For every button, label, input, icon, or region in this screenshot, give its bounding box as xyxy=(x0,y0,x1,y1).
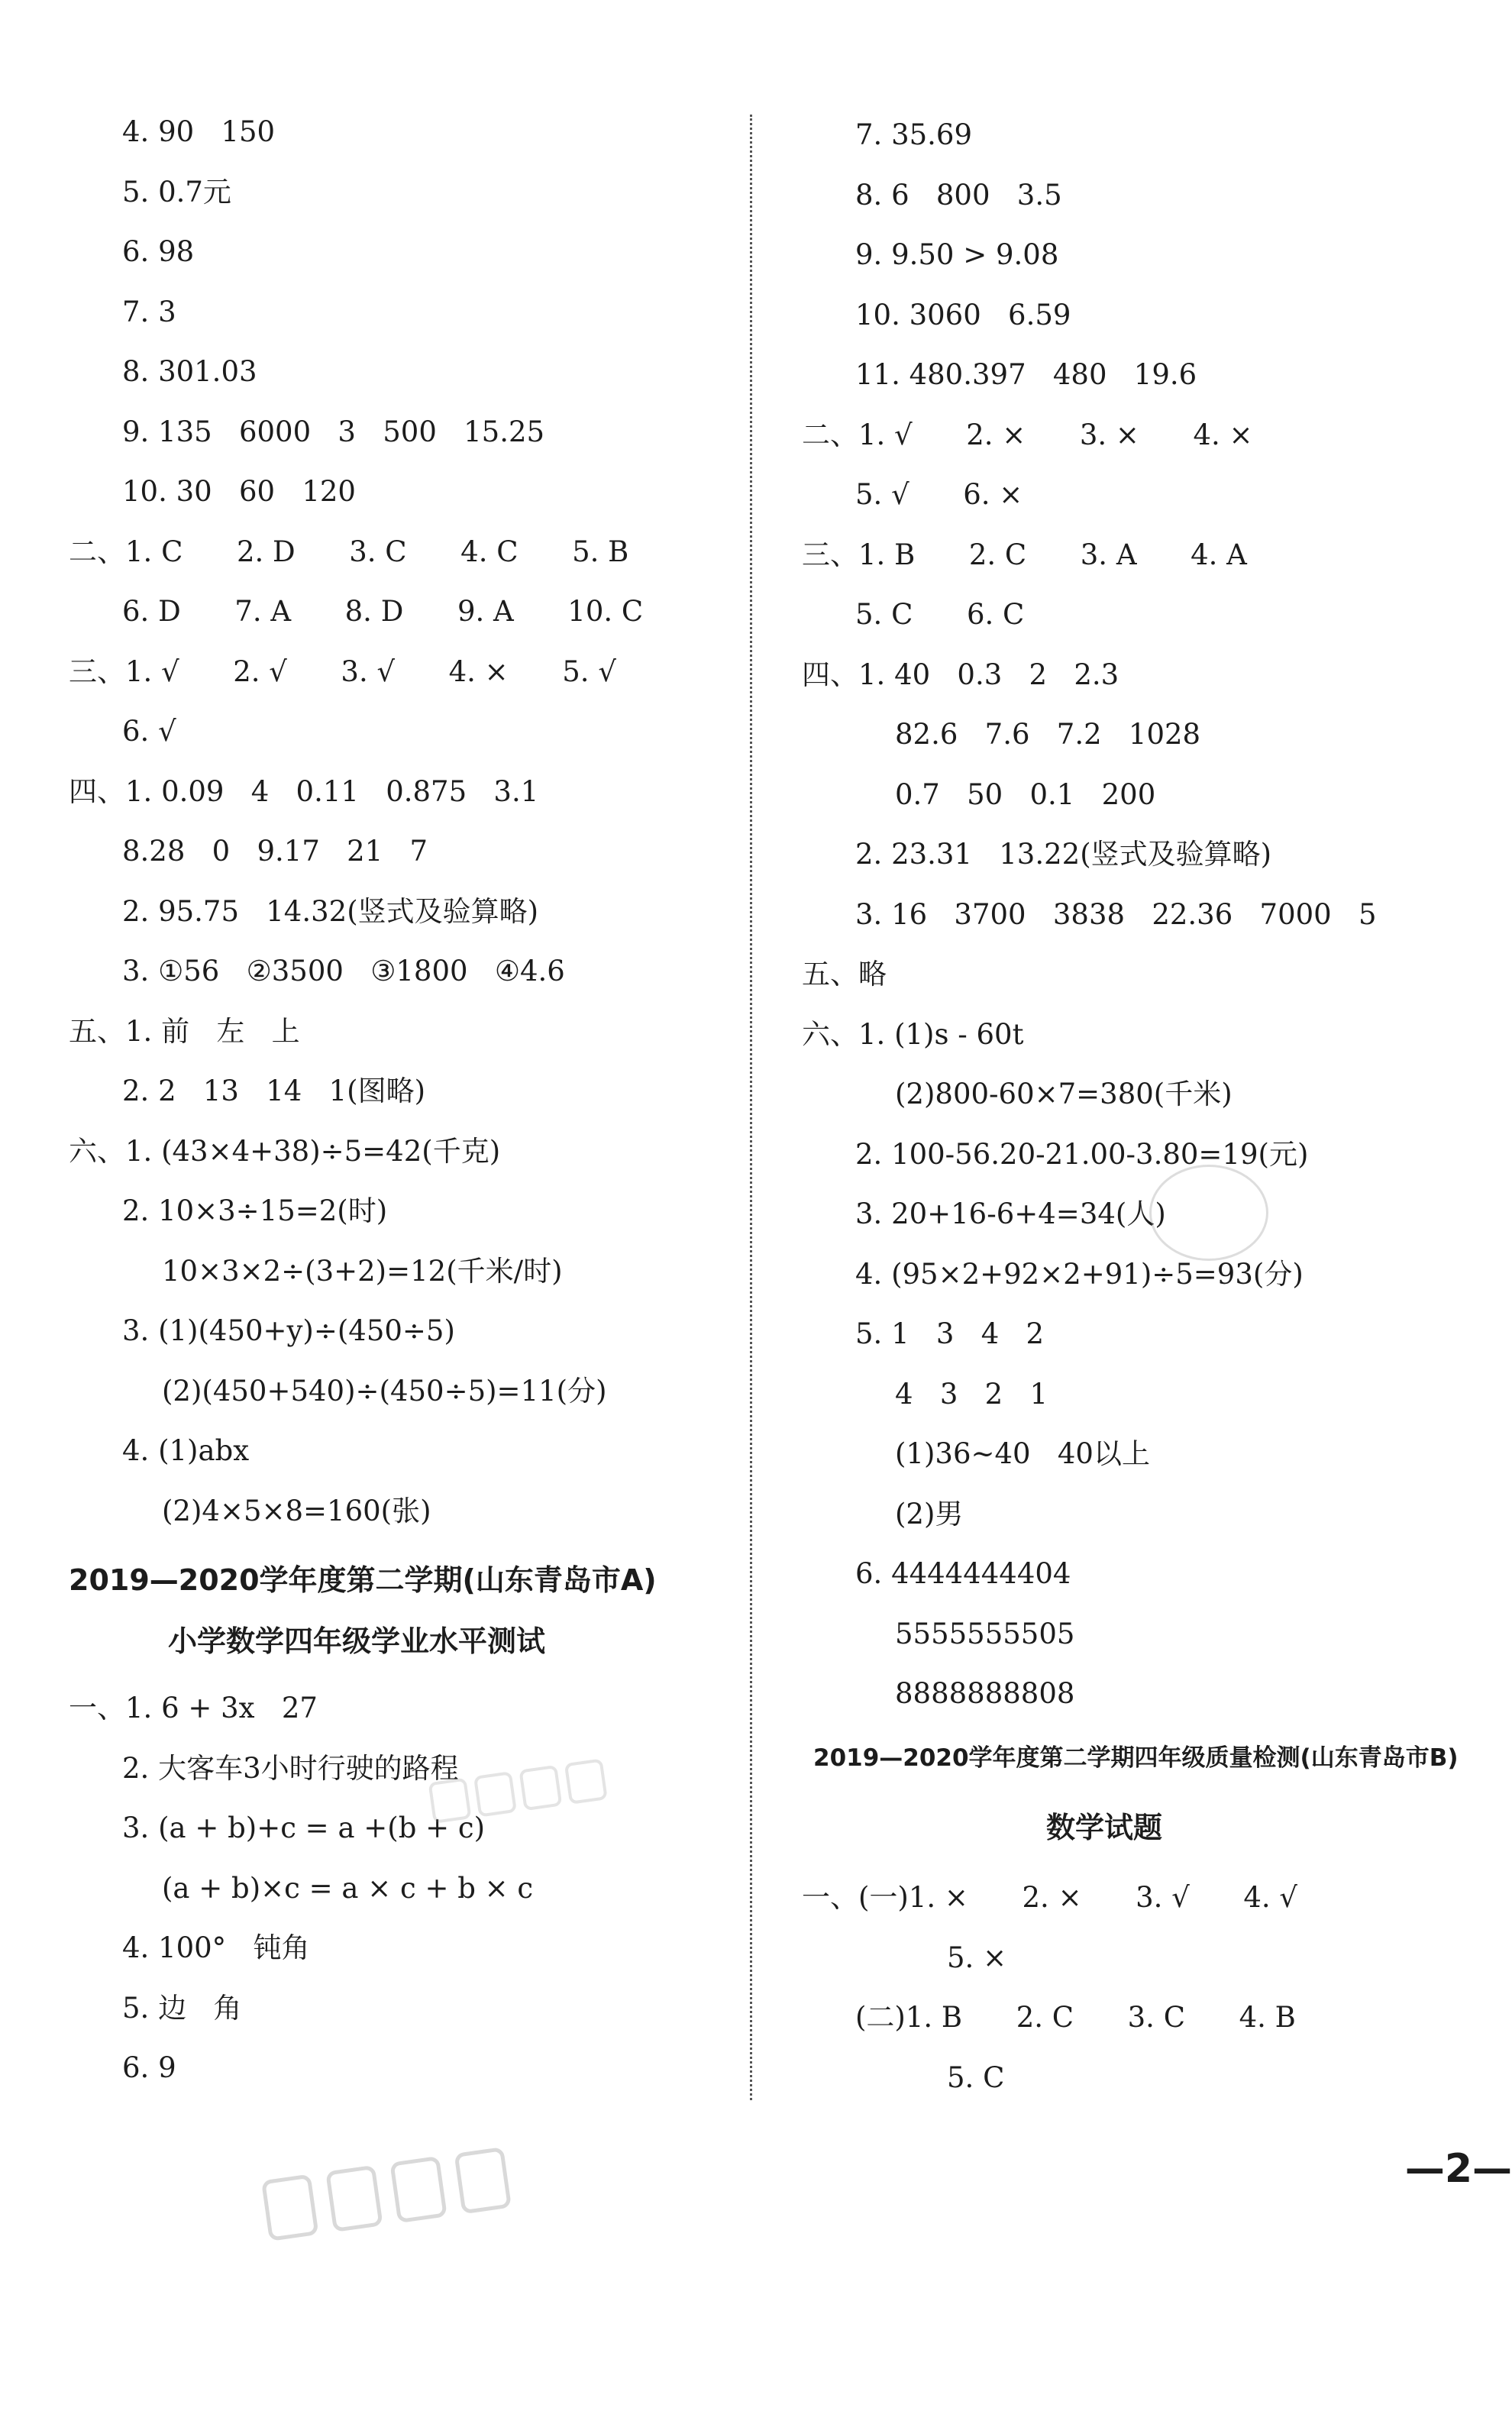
left-answer-line: 五、1. 前 左 上 xyxy=(69,1014,300,1048)
left-answer-line: 6. D 7. A 8. D 9. A 10. C xyxy=(122,595,644,628)
right-answer-line: 2. 100-56.20-21.00-3.80=19(元) xyxy=(855,1137,1309,1171)
right-answer-line: 4 3 2 1 xyxy=(895,1377,1048,1411)
right-answer-line: 9. 9.50 > 9.08 xyxy=(855,238,1059,271)
right-answer-line: 3. 16 3700 3838 22.36 7000 5 xyxy=(855,897,1377,931)
left-answer-b-line: (a + b)×c = a × c + b × c xyxy=(162,1871,534,1905)
left-answer-line: 8. 301.03 xyxy=(122,355,257,388)
left-answer-line: 9. 135 6000 3 500 15.25 xyxy=(122,415,545,448)
right-answer-line: 3. 20+16-6+4=34(人) xyxy=(855,1197,1166,1230)
left-answer-line: 2. 95.75 14.32(竖式及验算略) xyxy=(122,894,539,928)
right-answer-line: 8888888808 xyxy=(895,1677,1075,1710)
right-answer-line: 8. 6 800 3.5 xyxy=(855,178,1062,212)
right-answer-line: 5. √ 6. × xyxy=(855,478,1023,511)
left-answer-line: 10×3×2÷(3+2)=12(千米/时) xyxy=(162,1254,563,1288)
right-answer-b-line: 5. C xyxy=(947,2060,1005,2094)
left-answer-line: 6. 98 xyxy=(122,235,195,268)
right-answer-line: 五、略 xyxy=(802,958,887,991)
left-answer-b-line: 6. 9 xyxy=(122,2051,176,2084)
right-answer-line: 5555555505 xyxy=(895,1617,1075,1650)
left-answer-line: 7. 3 xyxy=(122,295,176,328)
left-answer-b-line: 5. 边 角 xyxy=(122,1991,242,2025)
right-answer-line: 5. 1 3 4 2 xyxy=(855,1317,1045,1350)
left-answer-line: 6. √ xyxy=(122,715,176,748)
left-answer-line: 3. ①56 ②3500 ③1800 ④4.6 xyxy=(122,955,565,987)
section-subtitle-b: 数学试题 xyxy=(1046,1811,1163,1844)
left-answer-line: 三、1. √ 2. √ 3. √ 4. × 5. √ xyxy=(69,654,616,688)
right-answer-line: 二、1. √ 2. × 3. × 4. × xyxy=(802,418,1253,451)
right-answer-line: (2)800-60×7=380(千米) xyxy=(895,1078,1233,1110)
left-answer-line: 四、1. 0.09 4 0.11 0.875 3.1 xyxy=(69,774,539,808)
left-answer-line: 4. 90 150 xyxy=(122,115,276,148)
stamp-seal xyxy=(1149,1165,1268,1261)
section-title-b: 2019—2020学年度第二学期四年级质量检测(山东青岛市B) xyxy=(813,1744,1459,1772)
watermark-logo xyxy=(254,2136,525,2268)
right-answer-line: 四、1. 40 0.3 2 2.3 xyxy=(802,658,1119,691)
right-answer-line: 六、1. (1)s - 60t xyxy=(802,1017,1024,1051)
page-number: —2— xyxy=(1404,2146,1512,2192)
right-answer-line: (2)男 xyxy=(895,1497,964,1530)
right-answer-line: 6. 4444444404 xyxy=(855,1557,1071,1590)
section-title-a: 2019—2020学年度第二学期(山东青岛市A) xyxy=(69,1563,657,1597)
right-answer-line: 5. C 6. C xyxy=(855,598,1025,631)
right-answer-line: 2. 23.31 13.22(竖式及验算略) xyxy=(855,838,1272,871)
right-answer-b-line: 5. × xyxy=(947,1941,1007,1974)
left-answer-line: 3. (1)(450+y)÷(450÷5) xyxy=(122,1314,455,1347)
left-answer-line: 六、1. (43×4+38)÷5=42(千克) xyxy=(69,1134,501,1168)
left-answer-b-line: 一、1. 6 + 3x 27 xyxy=(69,1692,318,1724)
watermark-logo-icon xyxy=(254,2136,523,2255)
right-answer-line: 11. 480.397 480 19.6 xyxy=(855,358,1197,391)
left-answer-line: 2. 2 13 14 1(图略) xyxy=(122,1075,426,1107)
right-answer-line: 82.6 7.6 7.2 1028 xyxy=(895,718,1201,751)
left-answer-line: 8.28 0 9.17 21 7 xyxy=(122,835,428,868)
right-answer-line: 10. 3060 6.59 xyxy=(855,298,1071,331)
left-answer-line: 4. (1)abx xyxy=(122,1434,250,1467)
left-answer-b-line: 3. (a + b)+c = a +(b + c) xyxy=(122,1812,486,1844)
right-answer-line: (1)36~40 40以上 xyxy=(895,1437,1150,1470)
left-answer-line: 2. 10×3÷15=2(时) xyxy=(122,1194,388,1227)
section-subtitle-a: 小学数学四年级学业水平测试 xyxy=(168,1624,546,1658)
right-answer-line: 0.7 50 0.1 200 xyxy=(895,777,1156,811)
left-answer-line: 二、1. C 2. D 3. C 4. C 5. B xyxy=(69,535,629,568)
right-answer-line: 7. 35.69 xyxy=(855,118,972,151)
right-answer-line: 4. (95×2+92×2+91)÷5=93(分) xyxy=(855,1257,1304,1291)
right-answer-line: 三、1. B 2. C 3. A 4. A xyxy=(802,538,1247,571)
left-answer-line: 10. 30 60 120 xyxy=(122,475,356,508)
left-answer-line: 5. 0.7元 xyxy=(122,175,231,208)
left-answer-b-line: 4. 100° 钝角 xyxy=(122,1931,310,1964)
right-answer-b-line: 一、(一)1. × 2. × 3. √ 4. √ xyxy=(802,1881,1297,1914)
left-answer-line: (2)4×5×8=160(张) xyxy=(162,1494,431,1527)
right-answer-b-line: (二)1. B 2. C 3. C 4. B xyxy=(855,2001,1296,2034)
column-divider xyxy=(750,115,752,2100)
left-answer-b-line: 2. 大客车3小时行驶的路程 xyxy=(122,1751,459,1785)
left-answer-line: (2)(450+540)÷(450÷5)=11(分) xyxy=(162,1374,607,1408)
